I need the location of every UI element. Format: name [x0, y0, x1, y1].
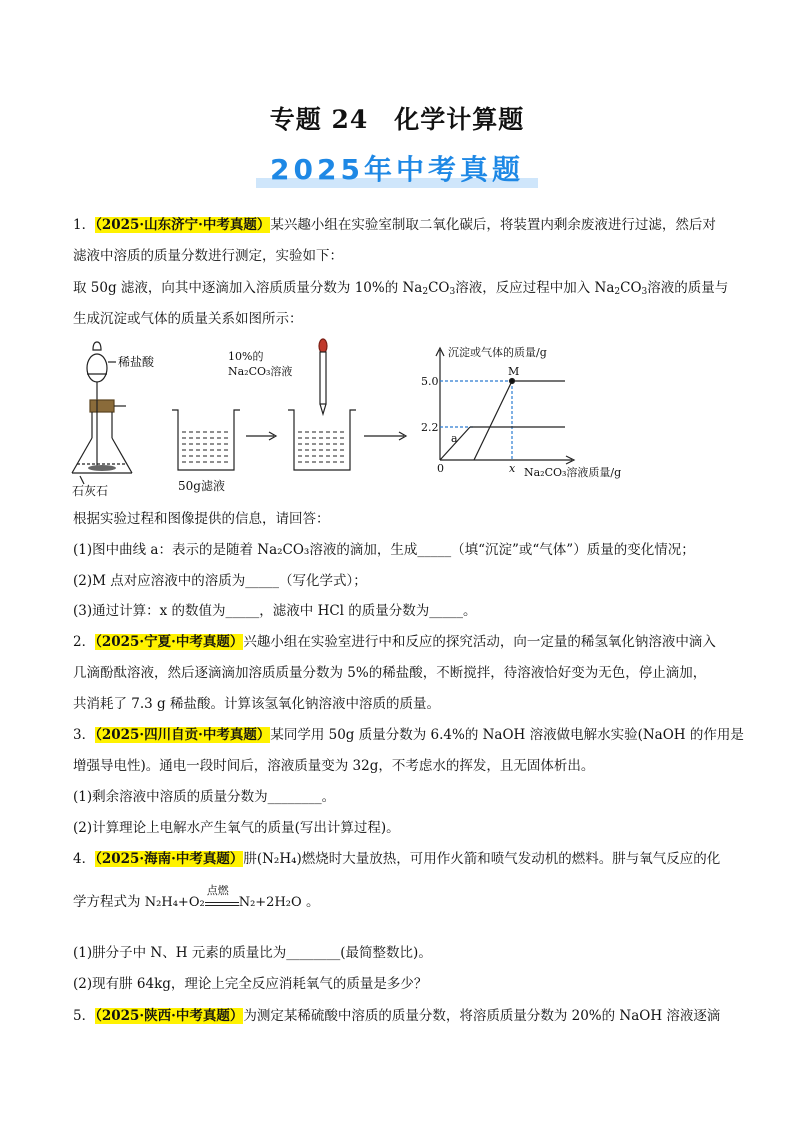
beaker-2 [288, 410, 356, 470]
y-tick-2-2: 2.2 [421, 421, 439, 434]
filtrate-label: 50g滤液 [178, 479, 225, 493]
q4-source-tag: （2025·海南·中考真题） [95, 851, 244, 867]
acid-label: 稀盐酸 [118, 355, 155, 369]
q4-part-1: (1)肼分子中 N、H 元素的质量比为________(最简整数比)。 [73, 945, 432, 961]
point-m-label: M [508, 365, 520, 378]
q1-part-2: (2)M 点对应溶液中的溶质为_____（写化学式）； [73, 573, 367, 589]
q2-number: 2． [73, 634, 96, 650]
mass-graph [436, 348, 574, 464]
x-tick-x: x [509, 462, 516, 475]
dropper [319, 339, 327, 414]
section-banner [256, 148, 538, 188]
q3-source-tag: （2025·四川自贡·中考真题） [95, 727, 271, 743]
equation-arrow [205, 902, 239, 906]
y-tick-5: 5.0 [421, 375, 439, 388]
equation-right: N₂+2H₂O [238, 895, 302, 910]
q1-line-3: 取 50g 滤液，向其中逐滴加入溶质质量分数为 10%的 $Na_2CO_3$溶液，反应过程中加入 $Na_2CO_3$溶液的质量与 [73, 280, 729, 297]
q1-part-3: (3)通过计算：x 的数值为_____，滤液中 HCl 的质量分数为_____。 [73, 603, 477, 619]
q1-source-tag: （2025·山东济宁·中考真题） [95, 217, 271, 233]
q2-line-1: 2．（2025·宁夏·中考真题）兴趣小组在实验室进行中和反应的探究活动，向一定量的稀氢氧化钠溶液中滴入 [73, 634, 716, 650]
q2-line-3: 共消耗了 7.3 g 稀盐酸。计算该氢氧化钠溶液中溶质的质量。 [73, 696, 440, 712]
q3-part-1: (1)剩余溶液中溶质的质量分数为________。 [73, 789, 336, 805]
q1-line-4: 生成沉淀或气体的质量关系如图所示： [73, 311, 303, 327]
page-title: 专题 24 化学计算题 [269, 105, 525, 134]
curve-a-label: a [451, 432, 458, 445]
q1-number: 1． [73, 217, 96, 233]
q3-part-2: (2)计算理论上电解水产生氧气的质量(写出计算过程)。 [73, 820, 400, 836]
q2-line-2: 几滴酚酞溶液，然后逐滴滴加溶质质量分数为 5%的稀盐酸，不断搅拌，待溶液恰好变为无色，停止滴加， [73, 665, 707, 681]
q4-number: 4． [73, 851, 96, 867]
q4-part-2: (2)现有肼 64kg，理论上完全反应消耗氧气的质量是多少？ [73, 976, 428, 992]
q4-line-1: 4．（2025·海南·中考真题）肼(N₂H₄)燃烧时大量放热，可用作火箭和喷气发动机的燃料。肼与氧气反应的化 [73, 851, 721, 867]
graph-origin: 0 [437, 462, 444, 475]
q4-line-2: 学方程式为 N₂H₄+O₂ 点燃 N₂+2H₂O 。 [73, 884, 320, 910]
limestone-label: 石灰石 [72, 484, 109, 498]
q5-number: 5． [73, 1008, 96, 1024]
q1-line-5: 根据实验过程和图像提供的信息，请回答： [73, 511, 330, 527]
q2-source-tag: （2025·宁夏·中考真题） [95, 634, 244, 650]
graph-y-label: 沉淀或气体的质量/g [448, 346, 547, 359]
equation-left: N₂H₄+O₂ [144, 895, 205, 910]
q3-line-1: 3．（2025·四川自贡·中考真题）某同学用 50g 质量分数为 6.4%的 NaOH 溶液做电解水实验(NaOH 的作用是 [73, 727, 744, 743]
equation-condition: 点燃 [206, 884, 229, 897]
q5-source-tag: （2025·陕西·中考真题） [95, 1008, 244, 1024]
beaker-1 [172, 410, 240, 470]
q3-line-2: 增强导电性)。通电一段时间后，溶液质量变为 32g，不考虑水的挥发，且无固体析出。 [73, 758, 595, 774]
q5-line-1: 5．（2025·陕西·中考真题）为测定某稀硫酸中溶质的质量分数，将溶质质量分数为 20%的 NaOH 溶液逐滴 [73, 1008, 721, 1024]
q1-line-2: 滤液中溶质的质量分数进行测定，实验如下： [73, 248, 343, 264]
banner-text: 2025年中考真题 [270, 153, 524, 186]
q1-part-1: (1)图中曲线 a：表示的是随着 Na₂CO₃溶液的滴加，生成_____（填“沉淀”或“气体”）质量的变化情况； [73, 542, 695, 558]
experiment-figure [60, 338, 640, 498]
reagent-label-1: 10%的 [228, 350, 264, 363]
graph-x-label: Na₂CO₃溶液质量/g [524, 466, 622, 479]
q3-number: 3． [73, 727, 96, 743]
q1-line-1: 1．（2025·山东济宁·中考真题）某兴趣小组在实验室制取二氧化碳后，将装置内剩余废液进行过滤，然后对 [73, 217, 716, 233]
reagent-label-2: Na₂CO₃溶液 [228, 365, 293, 378]
